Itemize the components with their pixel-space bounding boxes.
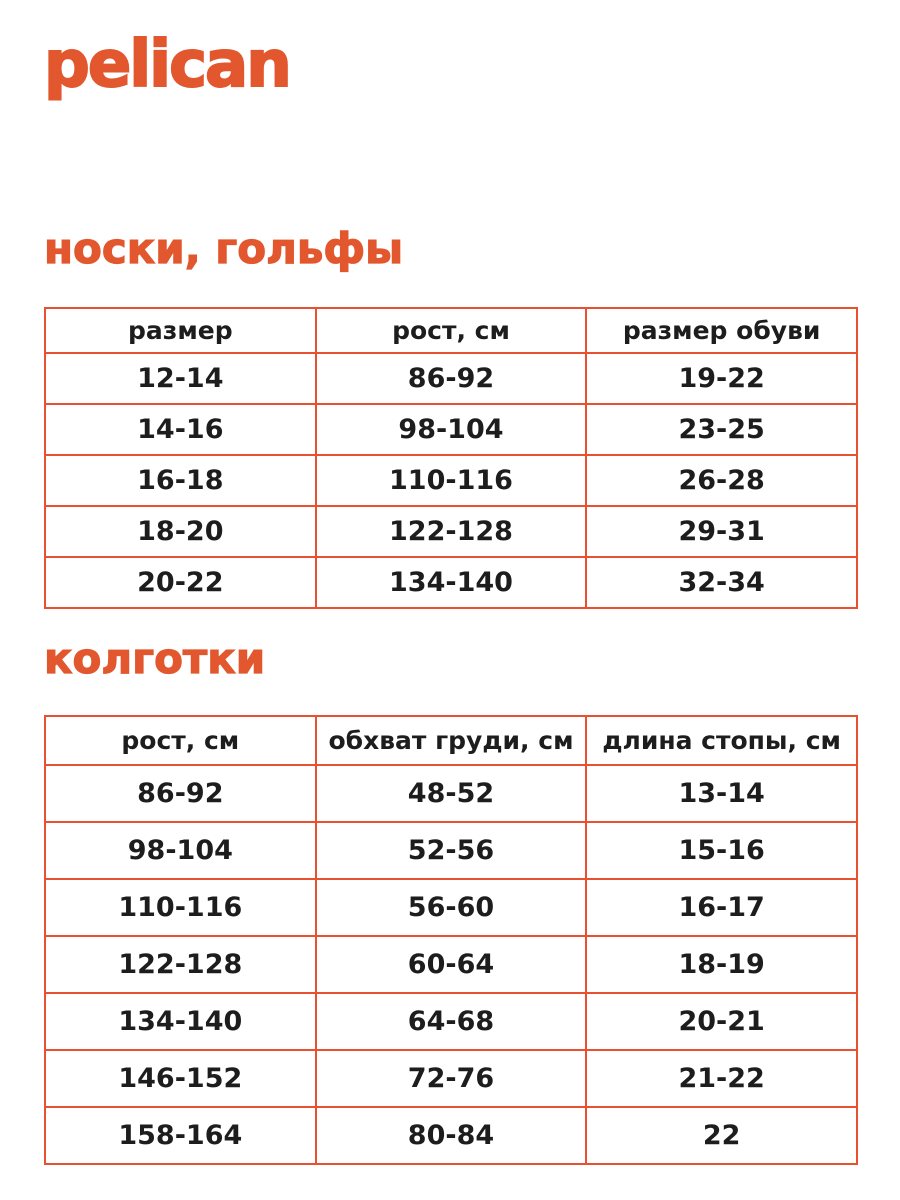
table-cell: 22 bbox=[586, 1107, 857, 1164]
column-header-size: размер bbox=[45, 308, 316, 353]
table-cell: 14-16 bbox=[45, 404, 316, 455]
table-row bbox=[45, 879, 857, 936]
table-cell: 134-140 bbox=[316, 557, 587, 608]
table-cell: 13-14 bbox=[586, 765, 857, 822]
table-row bbox=[45, 822, 857, 879]
table-cell: 110-116 bbox=[45, 879, 316, 936]
table-cell: 26-28 bbox=[586, 455, 857, 506]
table-row bbox=[45, 455, 857, 506]
table-cell: 19-22 bbox=[586, 353, 857, 404]
section-heading-tights: колготки bbox=[44, 634, 266, 683]
section-heading-socks: носки, гольфы bbox=[44, 224, 404, 273]
table-cell: 20-21 bbox=[586, 993, 857, 1050]
table-cell: 98-104 bbox=[45, 822, 316, 879]
brand-logo: pelican bbox=[44, 28, 290, 102]
table-row bbox=[45, 557, 857, 608]
table-cell: 15-16 bbox=[586, 822, 857, 879]
table-cell: 29-31 bbox=[586, 506, 857, 557]
table-cell: 52-56 bbox=[316, 822, 587, 879]
table-cell: 86-92 bbox=[316, 353, 587, 404]
table-cell: 56-60 bbox=[316, 879, 587, 936]
table-cell: 21-22 bbox=[586, 1050, 857, 1107]
column-header-shoe-size: размер обуви bbox=[586, 308, 857, 353]
column-header-height: рост, см bbox=[45, 716, 316, 765]
table-cell: 72-76 bbox=[316, 1050, 587, 1107]
column-header-height: рост, см bbox=[316, 308, 587, 353]
table-row bbox=[45, 936, 857, 993]
table-row bbox=[45, 404, 857, 455]
table-row bbox=[45, 765, 857, 822]
table-header-row bbox=[45, 716, 857, 765]
table-cell: 98-104 bbox=[316, 404, 587, 455]
table-cell: 48-52 bbox=[316, 765, 587, 822]
table-cell: 134-140 bbox=[45, 993, 316, 1050]
column-header-foot-length: длина стопы, см bbox=[586, 716, 857, 765]
tights-size-table bbox=[44, 715, 858, 1165]
table-cell: 20-22 bbox=[45, 557, 316, 608]
table-cell: 12-14 bbox=[45, 353, 316, 404]
table-row bbox=[45, 506, 857, 557]
table-cell: 32-34 bbox=[586, 557, 857, 608]
table-cell: 110-116 bbox=[316, 455, 587, 506]
table-cell: 64-68 bbox=[316, 993, 587, 1050]
table-cell: 158-164 bbox=[45, 1107, 316, 1164]
table-row bbox=[45, 1050, 857, 1107]
table-cell: 23-25 bbox=[586, 404, 857, 455]
table-cell: 122-128 bbox=[316, 506, 587, 557]
table-row bbox=[45, 1107, 857, 1164]
table-cell: 86-92 bbox=[45, 765, 316, 822]
table-row bbox=[45, 993, 857, 1050]
table-row bbox=[45, 353, 857, 404]
table-cell: 60-64 bbox=[316, 936, 587, 993]
socks-size-table bbox=[44, 307, 858, 609]
table-cell: 16-18 bbox=[45, 455, 316, 506]
table-cell: 80-84 bbox=[316, 1107, 587, 1164]
table-cell: 122-128 bbox=[45, 936, 316, 993]
table-cell: 18-20 bbox=[45, 506, 316, 557]
table-cell: 18-19 bbox=[586, 936, 857, 993]
table-header-row bbox=[45, 308, 857, 353]
table-cell: 146-152 bbox=[45, 1050, 316, 1107]
table-cell: 16-17 bbox=[586, 879, 857, 936]
column-header-chest-girth: обхват груди, см bbox=[316, 716, 587, 765]
